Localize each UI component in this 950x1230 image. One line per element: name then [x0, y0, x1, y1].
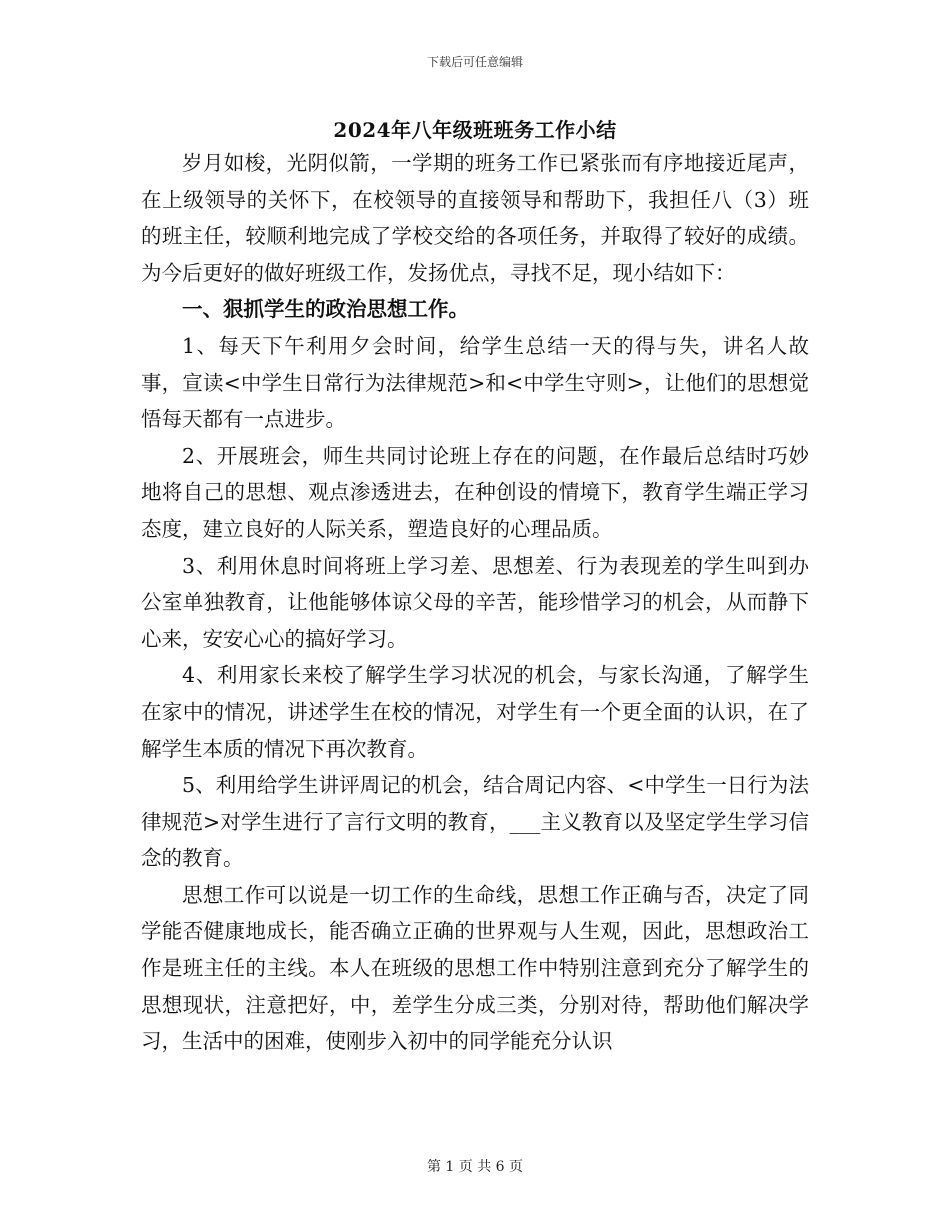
summary-paragraph: 思想工作可以说是一切工作的生命线，思想工作正确与否，决定了同学能否健康地成长，能否确立正确的世界观与人生观，因此，思想政治工作是班主任的主线。本人在班级的思想工作中特别注意到充分了解学生的思想现状，注意把好，中，差学生分成三类，分别对待，帮助他们解决学习，生活中的困难，使刚步入初中的同学能充分认识 [141, 882, 809, 1054]
item-paragraph-2: 2、开展班会，师生共同讨论班上存在的问题，在作最后总结时巧妙地将自己的思想、观点渗透进去，在种创设的情境下，教育学生端正学习态度，建立良好的人际关系，塑造良好的心理品质。 [141, 443, 809, 541]
item-paragraph-4: 4、利用家长来校了解学生学习状况的机会，与家长沟通，了解学生在家中的情况，讲述学生在校的情况，对学生有一个更全面的认识，在了解学生本质的情况下再次教育。 [141, 663, 809, 761]
section-heading: 一、狠抓学生的政治思想工作。 [182, 297, 469, 322]
item-paragraph-5: 5、利用给学生讲评周记的机会，结合周记内容、<中学生一日行为法律规范>对学生进行了言行文明的教育，___主义教育以及坚定学生学习信念的教育。 [141, 773, 809, 871]
header-note: 下载后可任意编辑 [426, 55, 523, 69]
item-paragraph-3: 3、利用休息时间将班上学习差、思想差、行为表现差的学生叫到办公室单独教育，让他能够体谅父母的辛苦，能珍惜学习的机会，从而静下心来，安安心心的搞好学习。 [141, 553, 809, 651]
document-title: 2024年八年级班班务工作小结 [333, 118, 617, 142]
item-paragraph-1: 1、每天下午利用夕会时间，给学生总结一天的得与失，讲名人故事，宣读<中学生日常行为法律规范>和<中学生守则>，让他们的思想觉悟每天都有一点进步。 [141, 333, 809, 432]
page-footer: 第 1 页 共 6 页 [426, 1159, 524, 1175]
intro-paragraph: 岁月如梭，光阴似箭，一学期的班务工作已紧张而有序地接近尾声，在上级领导的关怀下，在校领导的直接领导和帮助下，我担任八（3）班的班主任，较顺利地完成了学校交给的各项任务，并取得了较好的成绩。为今后更好的做好班级工作，发扬优点，寻找不足，现小结如下： [141, 151, 809, 285]
document-body [141, 145, 809, 1060]
